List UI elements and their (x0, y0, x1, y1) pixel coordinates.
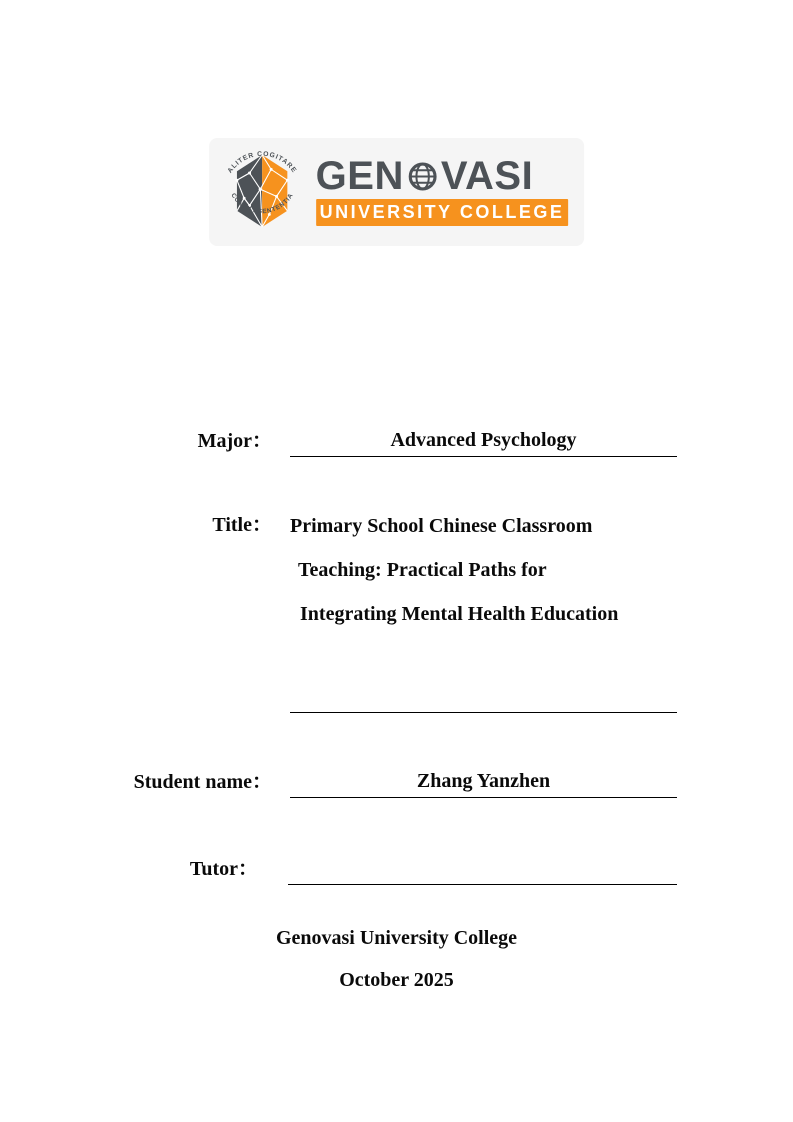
title-label: Title： (212, 514, 272, 536)
emblem-top-motto: ALITER COGITARE (226, 150, 298, 175)
title-line-3: Integrating Mental Health Education (300, 603, 619, 625)
student-name-label: Student name： (133, 771, 272, 793)
title-line-1: Primary School Chinese Classroom (290, 515, 593, 537)
wordmark-left-text: GEN (315, 154, 404, 198)
title-line-2: Teaching: Practical Paths for (298, 559, 547, 581)
institution-name: Genovasi University College (275, 927, 518, 949)
globe-icon (407, 161, 438, 192)
logo-wordmark (316, 156, 569, 196)
blank-underline-field (290, 683, 677, 713)
emblem-bottom-motto: CONSILI SENTENTIA (228, 192, 295, 216)
major-label: Major： (197, 430, 272, 452)
logo-wordmark-block (316, 156, 569, 226)
university-logo (209, 138, 585, 246)
tutor-label: Tutor： (189, 858, 258, 880)
student-name-field: Zhang Yanzhen (290, 768, 677, 798)
cover-date: October 2025 (339, 969, 454, 991)
major-value-field: Advanced Psychology (290, 427, 677, 457)
university-emblem-icon (217, 144, 307, 238)
university-college-banner: UNIVERSITY COLLEGE (316, 199, 569, 226)
wordmark-right-text: VASI (440, 154, 534, 198)
tutor-field (288, 855, 677, 885)
